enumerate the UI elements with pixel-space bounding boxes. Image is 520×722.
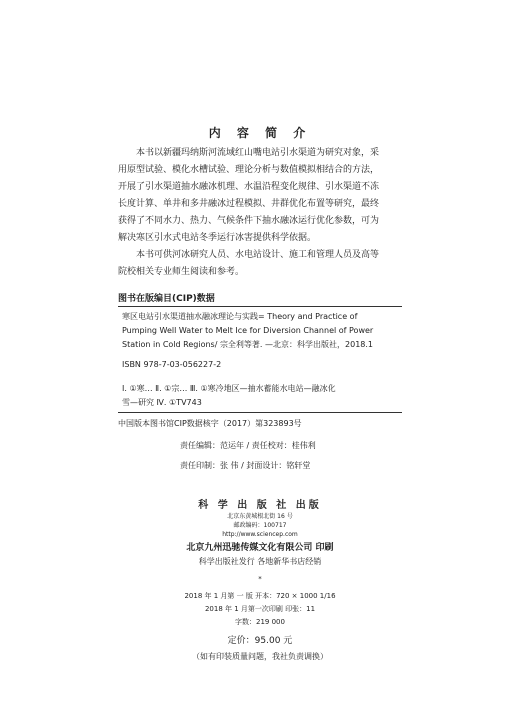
printing-line: 2018 年 1 月第一次印刷 印张：11 [204,605,316,613]
publisher-website: http://www.sciencep.com [222,531,298,538]
cip-title-line: Station in Cold Regions/ 宗全利等著. —北京：科学出版社，2018.1 [122,340,374,349]
cip-heading: 图书在版编目(CIP)数据 [118,294,215,304]
edition-info [0,590,520,629]
summary-line: 院校相关专业师生阅读和参考。 [118,267,245,277]
summary-line: 本书可供河冰研究人员、水电站设计、施工和管理人员及高等 [136,250,380,260]
publisher-address-block [0,512,520,539]
summary-line: 本书以新疆玛纳斯河流域红山嘴电站引水渠道为研究对象，采 [136,148,380,158]
price: 定价：95.00 元 [227,636,293,646]
printer-name: 北京九州迅驰传媒文化有限公司 印刷 [186,543,334,553]
summary-line: 解决寒区引水式电站冬季运行冰害提供科学依据。 [118,233,317,243]
quality-notice: （如有印装质量问题，我社负责调换） [192,652,328,661]
responsible-editor: 责任编辑：范运年 / 责任校对：桂伟利 [180,441,316,450]
summary-title: 内 容 简 介 [208,126,312,140]
responsible-producer: 责任印制：张 伟 / 封面设计：铭轩堂 [180,461,311,470]
publisher-postcode: 邮政编码：100717 [233,522,287,529]
cip-subject-line: 雪—研究 Ⅳ. ①TV743 [122,398,202,407]
publisher-address: 北京东黄城根北街 16 号 [227,513,293,520]
cip-top-rule [118,306,402,307]
cip-title-line: Pumping Well Water to Melt Ice for Diversion Channel of Power [122,326,374,335]
summary-paragraph-2 [118,247,418,281]
edition-line: 2018 年 1 月第 一 版 开本：720 × 1000 1/16 [184,592,336,600]
cip-title-line: 寒区电站引水渠道抽水融冰理论与实践= Theory and Practice of [122,312,358,321]
distributor: 科学出版社发行 各地新华书店经销 [198,557,322,566]
word-count: 字数：219 000 [235,618,285,626]
cip-isbn: ISBN 978-7-03-056227-2 [122,360,222,369]
summary-paragraph-1 [118,145,418,247]
cip-subject-line: Ⅰ. ①寒… Ⅱ. ①宗… Ⅲ. ①寒冷地区—抽水蓄能水电站—融冰化 [122,384,336,393]
summary-line: 获得了不同水力、热力、气候条件下抽水融冰运行优化参数，可为 [118,216,380,226]
publisher-name: 科 学 出 版 社 出版 [198,500,322,511]
summary-line: 用原型试验、模化水槽试验、理论分析与数值模拟相结合的方法， [118,165,380,175]
summary-line: 长度计算、单井和多井融冰过程模拟、井群优化布置等研究，最终 [118,199,380,209]
separator-star: * [258,575,262,583]
cip-number: 中国版本图书馆CIP数据核字（2017）第323893号 [118,419,302,428]
summary-line: 开展了引水渠道抽水融冰机理、水温沿程变化规律、引水渠道不冻 [118,182,380,192]
cip-bottom-rule [118,412,402,413]
cip-block [122,310,404,410]
